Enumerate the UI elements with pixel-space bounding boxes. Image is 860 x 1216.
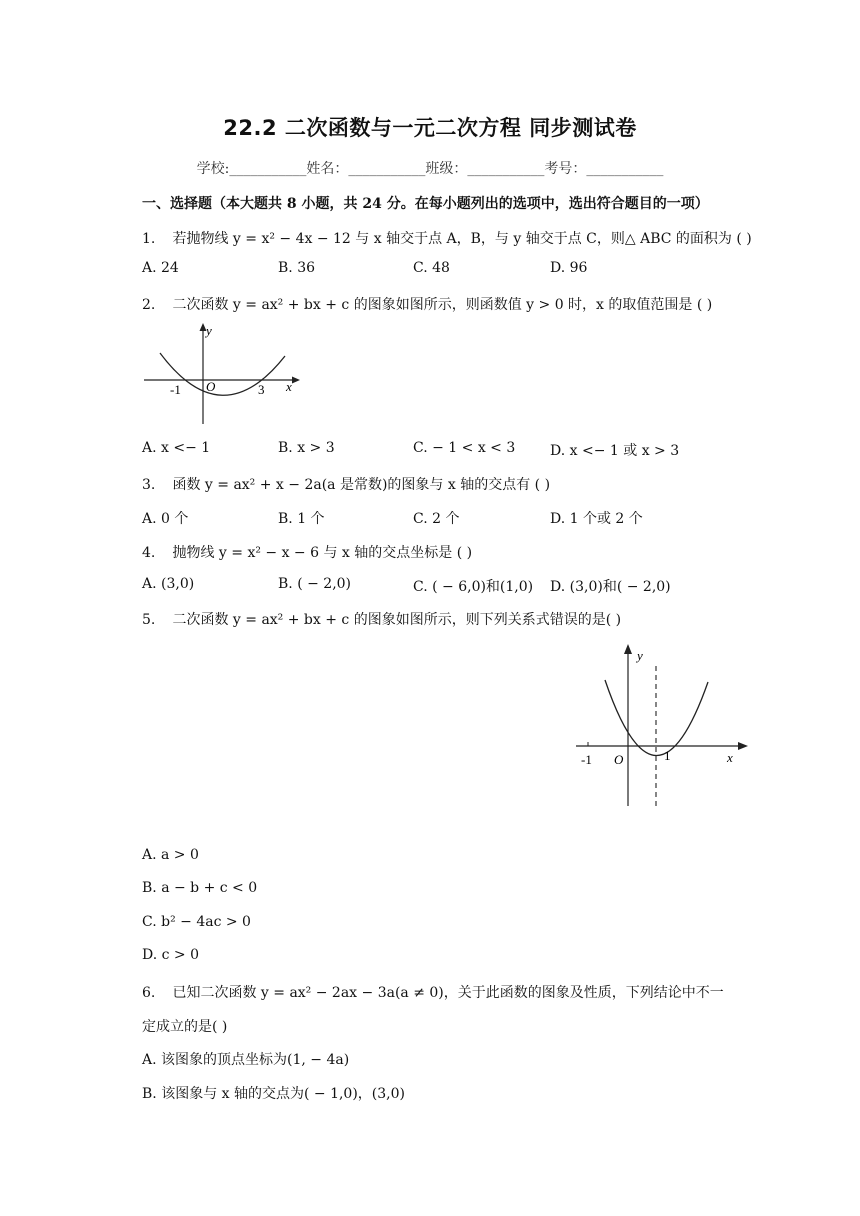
question-number: 1. — [142, 231, 156, 247]
x-axis-arrow — [738, 742, 748, 750]
option-d: D. c > 0 — [142, 947, 200, 963]
page-title: 22.2 二次函数与一元二次方程 同步测试卷 — [223, 116, 637, 140]
question-4 — [142, 542, 472, 562]
question-2 — [142, 294, 712, 314]
option-c: C. b² − 4ac > 0 — [142, 914, 251, 930]
origin-label: O — [614, 752, 624, 767]
tick-label-1: 1 — [664, 748, 671, 763]
option-b: B. ( − 2,0) — [278, 576, 352, 592]
option-b: B. 36 — [278, 260, 316, 276]
tick-label-neg1: -1 — [170, 382, 181, 397]
question-text: 若抛物线 y = x² − 4x − 12 与 x 轴交于点 A，B，与 y 轴交于点 C，则△ ABC 的面积为 ( ) — [172, 231, 752, 247]
y-label: y — [637, 648, 643, 663]
option-a: A. (3,0) — [142, 576, 195, 592]
option-d: D. 96 — [550, 260, 588, 276]
option-b: B. a − b + c < 0 — [142, 880, 258, 896]
parabola-curve — [605, 680, 708, 756]
option-c: C. 2 个 — [413, 511, 460, 527]
option-a: A. 0 个 — [142, 511, 189, 527]
option-a: A. 24 — [142, 260, 179, 276]
student-info-line: 学校:___________姓名：___________班级：___________考号：___________ — [196, 161, 664, 177]
question-text: 二次函数 y = ax² + bx + c 的图象如图所示，则函数值 y > 0 时，x 的取值范围是 ( ) — [172, 297, 713, 313]
tick-label-neg1: -1 — [581, 752, 592, 767]
question-text: 函数 y = ax² + x − 2a(a 是常数)的图象与 x 轴的交点有 ( ) — [172, 477, 551, 493]
question-number: 6. — [142, 985, 156, 1001]
option-a: A. a > 0 — [142, 847, 199, 863]
option-b: B. 1 个 — [278, 511, 325, 527]
x-label: x — [286, 379, 292, 394]
origin-label: O — [206, 379, 216, 394]
tick-label-3: 3 — [258, 382, 265, 397]
question-text-line-1: 已知二次函数 y = ax² − 2ax − 3a(a ≠ 0)，关于此函数的图象及性质，下列结论中不一 — [172, 985, 724, 1001]
option-c: C. ( − 6,0)和(1,0) — [413, 579, 534, 595]
option-c: C. 48 — [413, 260, 450, 276]
question-number: 3. — [142, 477, 156, 493]
question-text: 抛物线 y = x² − x − 6 与 x 轴的交点坐标是 ( ) — [172, 545, 473, 561]
question-1 — [142, 228, 752, 248]
option-d: D. x <− 1 或 x > 3 — [550, 443, 680, 459]
question-6 — [142, 982, 724, 1002]
option-c: C. − 1 < x < 3 — [413, 440, 516, 456]
parabola-figure-q5 — [572, 640, 754, 812]
parabola-figure-q2 — [140, 320, 305, 428]
option-b: B. x > 3 — [278, 440, 335, 456]
question-number: 4. — [142, 545, 156, 561]
question-number: 2. — [142, 297, 156, 313]
section-heading: 一、选择题（本大题共 8 小题，共 24 分。在每小题列出的选项中，选出符合题目的一项） — [142, 196, 709, 212]
x-axis-arrow — [292, 377, 300, 384]
question-number: 5. — [142, 612, 156, 628]
option-d: D. (3,0)和( − 2,0) — [550, 579, 671, 595]
y-label: y — [206, 323, 212, 338]
x-label: x — [727, 750, 733, 765]
question-3 — [142, 474, 550, 494]
option-d: D. 1 个或 2 个 — [550, 511, 643, 527]
option-b: B. 该图象与 x 轴的交点为( − 1,0)，(3,0) — [142, 1086, 405, 1102]
question-text: 二次函数 y = ax² + bx + c 的图象如图所示，则下列关系式错误的是( ) — [172, 612, 622, 628]
question-6-continued: 定成立的是( ) — [142, 1019, 228, 1035]
option-a: A. 该图象的顶点坐标为(1, − 4a) — [142, 1052, 350, 1068]
option-a: A. x <− 1 — [142, 440, 211, 456]
y-axis-arrow — [624, 644, 632, 654]
question-5 — [142, 609, 621, 629]
